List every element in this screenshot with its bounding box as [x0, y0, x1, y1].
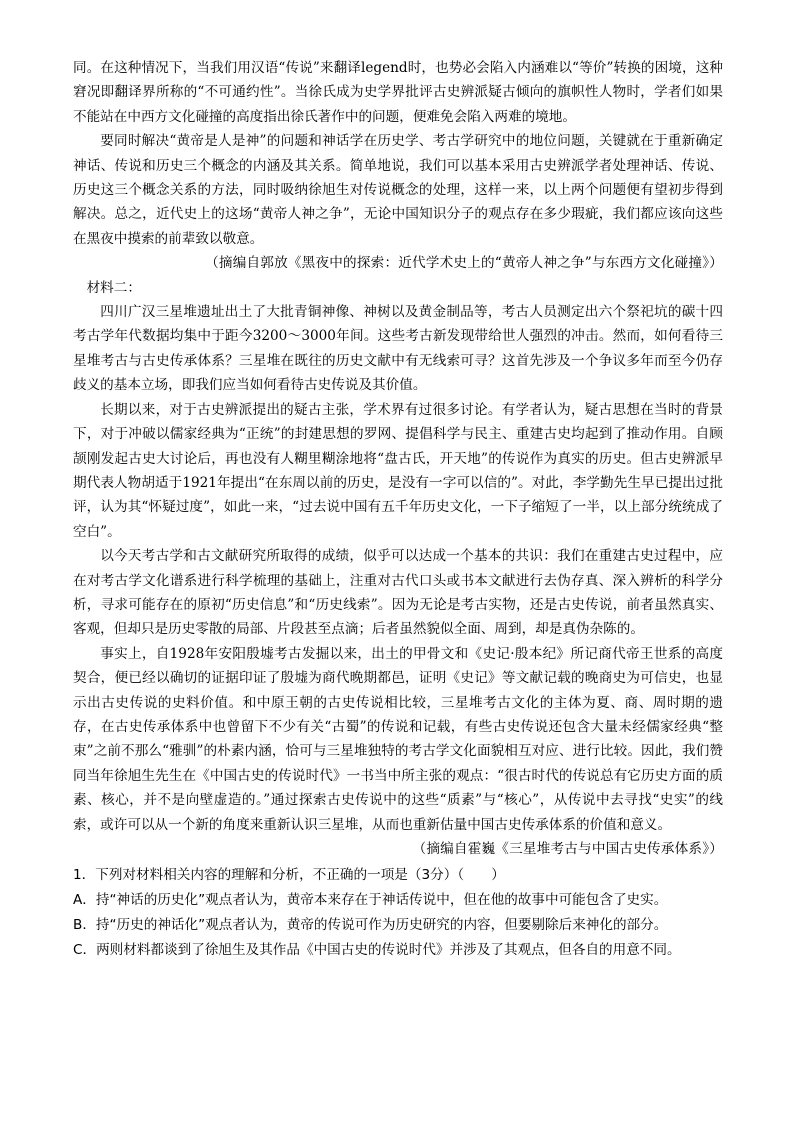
question-1	[73, 863, 723, 963]
material2-paragraph-1: 四川广汉三星堆遗址出土了大批青铜神像、神树以及黄金制品等，考古人员测定出六个祭祀坑的碳十四考古学年代数据均集中于距今3200～3000年间。这些考古新发现带给世人强烈的冲击。然而，如何看待三星堆考古与古史传承体系？三星堆在既往的历史文献中有无线索可寻？这首先涉及一个争议多年而至今仍存歧义的基本立场，即我们应当如何看待古史传说及其价值。	[73, 304, 723, 394]
material1-paragraph-continued: 同。在这种情况下，当我们用汉语“传说”来翻译legend时，也势必会陷入内涵难以“等价”转换的困境，这种窘况即翻译界所称的“不可通约性”。当徐氏成为史学界批评古史辨派疑古倾向的旗帜性人物时，学者们如果不能站在中西方文化碰撞的高度指出徐氏著作中的问题，便难免会陷入两难的境地。	[73, 60, 723, 125]
material1-source: （摘编自郭放《黑夜中的探索：近代学术史上的“黄帝人神之争”与东西方文化碰撞》）	[205, 255, 723, 272]
material2-paragraph-2: 长期以来，对于古史辨派提出的疑古主张，学术界有过很多讨论。有学者认为，疑古思想在当时的背景下，对于冲破以儒家经典为“正统”的封建思想的罗网、提倡科学与民主、重建古史均起到了推动作用。自顾颉刚发起古史大讨论后，再也没有人糊里糊涂地将“盘古氏，开天地”的传说作为真实的历史。但古史辨派早期代表人物胡适于1921年提出“在东周以前的历史，是没有一字可以信的”。对此，李学勤先生早已提出过批评，认为其“怀疑过度”，如此一来，“过去说中国有五千年历史文化，一下子缩短了一半，以上部分统统成了空白”。	[73, 401, 723, 540]
option-a[interactable]: A．持“神话的历史化”观点者认为，黄帝本来存在于神话传说中，但在他的故事中可能包含了史实。	[73, 892, 668, 909]
material2-source: （摘编自霍巍《三星堆考古与中国古史传承体系》）	[412, 841, 723, 857]
option-b[interactable]: B．持“历史的神话化”观点者认为，黄帝的传说可作为历史研究的内容，但要剔除后来神化的部分。	[73, 917, 668, 934]
option-c[interactable]: C．两则材料都谈到了徐旭生及其作品《中国古史的传说时代》并涉及了其观点，但各自的用意不同。	[73, 942, 681, 959]
document-page	[73, 56, 723, 963]
material2-paragraph-4: 事实上，自1928年安阳殷墟考古发掘以来，出土的甲骨文和《史记·殷本纪》所记商代帝王世系的高度契合，便已经以确切的证据印证了殷墟为商代晚期都邑，证明《史记》等文献记载的晚商史为可信史，也显示出古史传说的史料价值。和中原王朝的古史传说相比较，三星堆考古文化的主体为夏、商、周时期的遗存，在古史传承体系中也曾留下不少有关“古蜀”的传说和记载，有些古史传说还包含大量未经儒家经典“整束”之前不那么“雅驯”的朴素内涵，恰可与三星堆独特的考古学文化面貌相互对应、进行比较。因此，我们赞同当年徐旭生先生在《中国古史的传说时代》一书当中所主张的观点：“很古时代的传说总有它历史方面的质素、核心，并不是向壁虚造的。”通过探索古史传说中的这些“质素”与“核心”，从传说中去寻找“史实”的线索，或许可以从一个新的角度来重新认识三星堆，从而也重新估量中国古史传承体系的价值和意义。	[73, 645, 723, 833]
material2-label: 材料二：	[86, 279, 141, 296]
material2-paragraph-3: 以今天考古学和古文献研究所取得的成绩，似乎可以达成一个基本的共识：我们在重建古史过程中，应在对考古学文化谱系进行科学梳理的基础上，注重对古代口头或书本文献进行去伪存真、深入辨析的科学分析，寻求可能存在的原初“历史信息”和“历史线索”。因为无论是考古实物，还是古史传说，前者虽然真实、客观，但却只是历史零散的局部、片段甚至点滴；后者虽然貌似全面、周到，却是真伪杂陈的。	[73, 548, 723, 638]
material1-paragraph-2: 要同时解决“黄帝是人是神”的问题和神话学在历史学、考古学研究中的地位问题，关键就在于重新确定神话、传说和历史三个概念的内涵及其关系。简单地说，我们可以基本采用古史辨派学者处理神话、传说、历史这三个概念关系的方法，同时吸纳徐旭生对传说概念的处理，这样一来，以上两个问题便有望初步得到解决。总之，近代史上的这场“黄帝人神之争”，无论中国知识分子的观点存在多少瑕疵，我们都应该向这些在黑夜中摸索的前辈致以敬意。	[73, 133, 723, 247]
question-stem: 1．下列对材料相关内容的理解和分析，不正确的一项是（3分）（ ）	[73, 867, 505, 884]
